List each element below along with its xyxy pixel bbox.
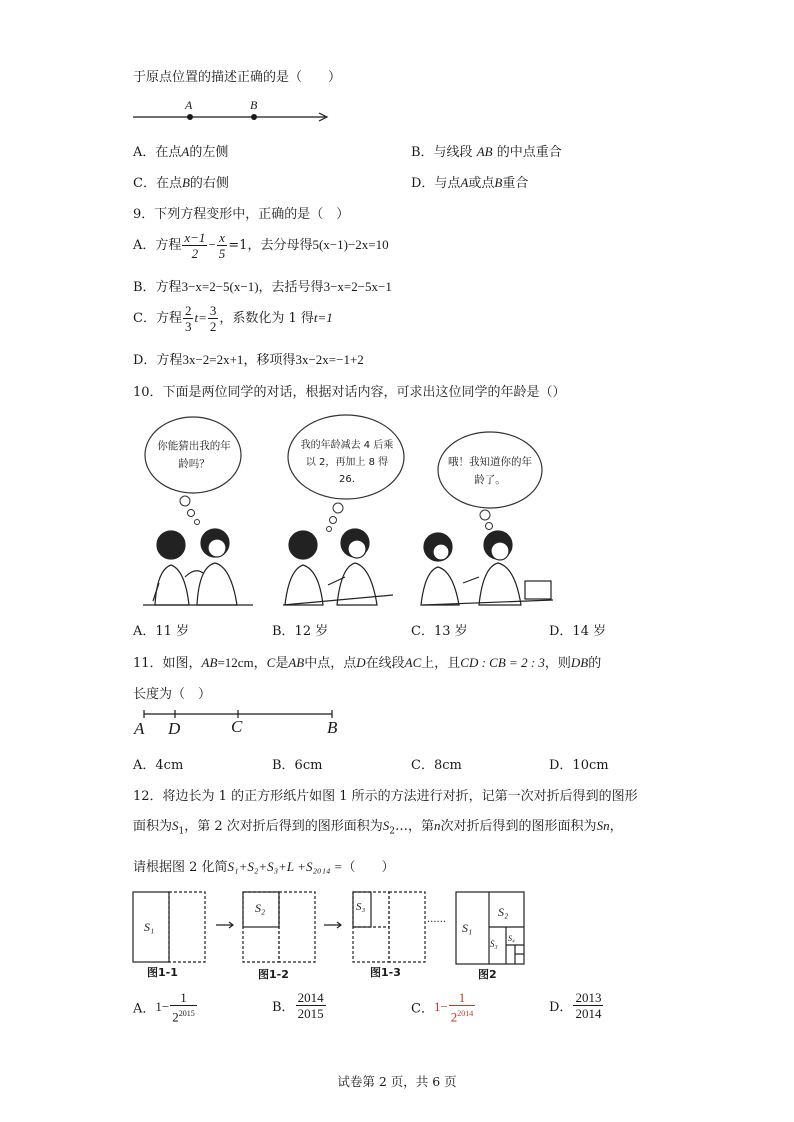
students-scene-2 bbox=[283, 529, 393, 605]
seg-label-d: D bbox=[168, 719, 181, 738]
q9-option-d: D．方程3x−2=2x+1，移项得3x−2x=−1+2 bbox=[133, 352, 364, 368]
q12-line2: 面积为$S_1$，第 2 次对折后得到的图形面积为$S_2\dots$，第n次对折后得到的图形面积为Sn， bbox=[133, 818, 623, 837]
q12-option-a: A．1− $\frac{1}{2^{2015}}$ bbox=[133, 990, 195, 1025]
q10-option-c: C．13 岁 bbox=[411, 624, 468, 639]
q12-option-c: C．1− $\frac{1}{2^{2014}}$ bbox=[411, 990, 474, 1025]
bubble-2-text: 我的年龄减去 4 后乘以 2，再加上 8 得 26. bbox=[300, 440, 394, 485]
fig-caption-1-1: 图1-1 bbox=[147, 966, 178, 979]
fig2-s3-label: S₃ bbox=[490, 939, 498, 949]
q11-option-b: B．6cm bbox=[272, 758, 323, 773]
q10-option-d: D．14 岁 bbox=[549, 624, 607, 639]
q8-option-a: A．在点A的左侧 bbox=[133, 144, 229, 160]
q10-option-a: A．11 岁 bbox=[133, 624, 190, 639]
q11-stem-line2: 长度为（ ） bbox=[133, 687, 212, 702]
q8-option-c: C．在点B的右侧 bbox=[133, 175, 229, 191]
fig-s1-label: S₁ bbox=[144, 920, 155, 934]
fig-dots: ······ bbox=[427, 917, 447, 928]
point-b-label: B bbox=[250, 98, 258, 112]
fig-caption-1-2: 图1-2 bbox=[258, 968, 289, 981]
q12-line3: 请根据图 2 化简S₁+S₂+S₃+L +S₂₀₁₄ =（ ） bbox=[133, 859, 395, 875]
q11-option-d: D．10cm bbox=[549, 758, 609, 773]
q12-option-d: D． $\frac{2013}{2014}$ bbox=[549, 990, 602, 1021]
point-a-label: A bbox=[185, 98, 193, 112]
q12-option-b: B． $\frac{2014}{2015}$ bbox=[272, 990, 324, 1021]
seg-label-c: C bbox=[231, 717, 243, 736]
q8-option-d: D．与点A或点B重合 bbox=[411, 175, 529, 191]
q11-stem: 11．如图，AB=12cm，C是AB中点，点D在线段AC上，且CD : CB = 2 : 3，则DB的 bbox=[133, 655, 602, 671]
q11-option-a: A．4cm bbox=[133, 758, 184, 773]
q9-option-b: B．方程3−x=2−5(x−1)，去括号得3−x=2−5x−1 bbox=[133, 279, 392, 295]
fig2-s2-label: S₂ bbox=[498, 905, 509, 919]
bubble-1-text: 你能猜出我的年龄吗？ bbox=[157, 440, 231, 470]
fig2-s1-label: S₁ bbox=[462, 921, 473, 935]
fig2-s4-label: S₄ bbox=[508, 934, 515, 943]
fig-s2-label: S₂ bbox=[255, 901, 266, 915]
bubble-3-text: 哦！我知道你的年龄了。 bbox=[448, 456, 532, 486]
q8-stem: 于原点位置的描述正确的是（ ） bbox=[133, 70, 342, 85]
q9-option-c: C．方程 $\frac{2}{3}$ t= $\frac{3}{2}$ ，系数化为 1 得t=1 bbox=[133, 303, 333, 334]
students-scene-1 bbox=[143, 529, 253, 605]
q8-option-b: B．与线段 AB 的中点重合 bbox=[411, 144, 562, 160]
q10-stem: 10．下面是两位同学的对话，根据对话内容，可求出这位同学的年龄是（） bbox=[133, 385, 566, 400]
q10-illustration bbox=[133, 405, 603, 610]
students-scene-3 bbox=[421, 531, 553, 605]
fig-caption-2: 图2 bbox=[478, 968, 497, 981]
q12-line1: 12．将边长为 1 的正方形纸片如图 1 所示的方法进行对折，记第一次对折后得到的图形 bbox=[133, 789, 638, 804]
q10-option-b: B．12 岁 bbox=[272, 624, 329, 639]
page-footer: 试卷第 2 页，共 6 页 bbox=[337, 1074, 457, 1089]
fig-s3-label: S₃ bbox=[356, 901, 366, 913]
fig-caption-1-3: 图1-3 bbox=[370, 966, 401, 979]
q8-number-line bbox=[133, 98, 333, 128]
seg-label-a: A bbox=[134, 719, 145, 738]
seg-label-b: B bbox=[327, 718, 338, 737]
q11-option-c: C．8cm bbox=[411, 758, 462, 773]
q9-stem: 9．下列方程变形中，正确的是（ ） bbox=[133, 207, 350, 222]
q9-option-a: A．方程 $\frac{x-1}{2}$ − $\frac{x}{5}$ =1，去分母得5(x−1)−2x=10 bbox=[133, 230, 389, 261]
